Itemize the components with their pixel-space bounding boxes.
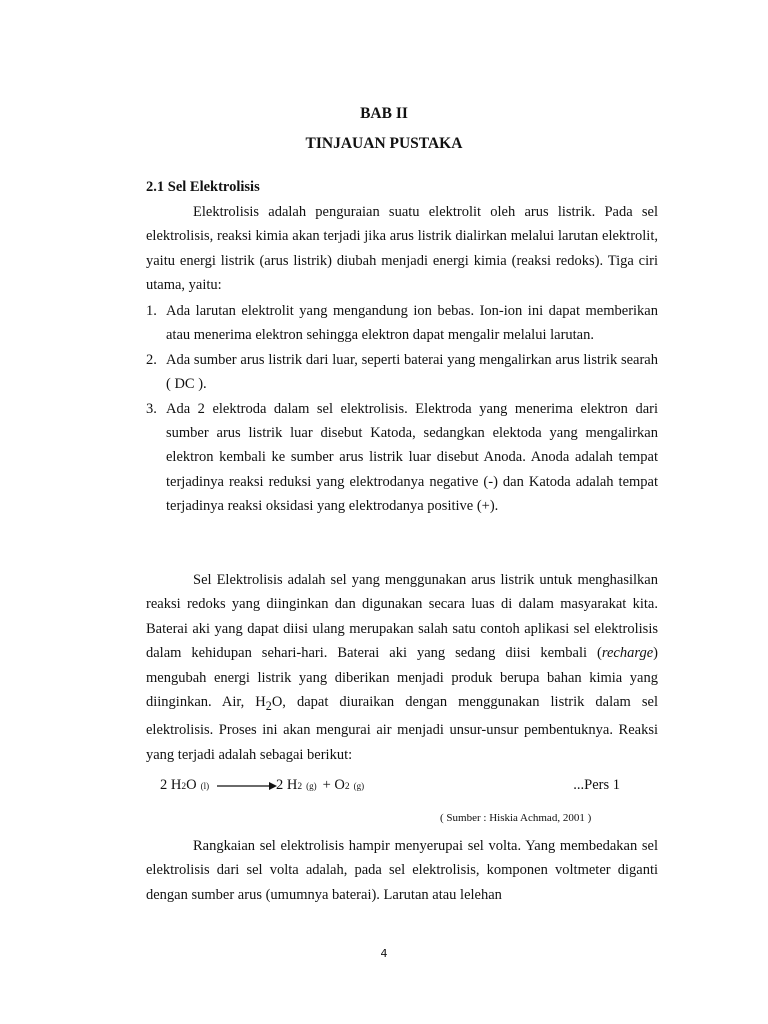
subscript: 2: [265, 698, 272, 713]
equation-number: ...Pers 1: [573, 777, 620, 793]
list-item: [146, 348, 658, 397]
state-label: (l): [200, 781, 210, 791]
state-label: (g): [353, 781, 365, 791]
section-heading: 2.1 Sel Elektrolisis: [146, 179, 260, 195]
italic-term: recharge: [601, 645, 654, 662]
paragraph-text: O, dapat diuraikan dengan menggunakan listrik dalam sel elektrolisis. Proses ini akan mengurai air menjadi unsur-unsur pembentuknya. Reaksi yang terjadi adalah sebagai berikut:: [146, 694, 658, 763]
equation-products: [276, 777, 364, 794]
equation-text: + O: [322, 777, 345, 793]
chapter-title: TINJAUAN PUSTAKA: [305, 135, 463, 152]
list-item-text: Ada 2 elektroda dalam sel elektrolisis. Elektroda yang menerima elektron dari sumber arus listrik luar disebut Katoda, sedangkan elektoda yang mengalirkan elektron kembali ke sumber arus listrik luar disebut Anoda. Anoda adalah tempat terjadinya reaksi reduksi yang elektrodanya negative (-) dan Katoda adalah tempat terjadinya reaksi oksidasi yang elektrodanya positive (+).: [166, 400, 658, 515]
equation-text: 2 H: [276, 777, 298, 793]
list-item-text: Ada larutan elektrolit yang mengandung ion bebas. Ion-ion ini dapat memberikan atau menerima elektron sehingga elektron dapat mengalir melalui larutan.: [166, 303, 658, 344]
characteristics-list: [146, 299, 658, 519]
reaction-arrow-icon: [217, 778, 277, 792]
subscript: 2: [181, 782, 187, 792]
chapter-number: BAB II: [360, 105, 408, 122]
paragraph-circuit: Rangkaian sel elektrolisis hampir menyerupai sel volta. Yang membedakan sel elektrolisis dari sel volta adalah, pada sel elektrolisis, komponen voltmeter diganti dengan sumber arus (umumnya baterai). Larutan atau lelehan: [146, 838, 658, 903]
list-item-text: Ada sumber arus listrik dari luar, seperti baterai yang mengalirkan arus listrik searah ( DC ).: [166, 351, 658, 393]
equation-text: O: [186, 777, 197, 793]
list-item: [146, 397, 658, 519]
paragraph-text: Sel Elektrolisis adalah sel yang menggunakan arus listrik untuk menghasilkan reaksi redoks yang diinginkan dan digunakan secara luas di dalam masyarakat kita. Baterai aki yang dapat diisi ulang merupakan salah satu contoh aplikasi sel elektrolisis dalam kehidupan sehari-hari. Baterai aki yang sedang diisi kembali (: [146, 572, 658, 662]
equation-reactant: [160, 777, 209, 794]
source-citation: ( Sumber : Hiskia Achmad, 2001 ): [440, 812, 592, 824]
state-label: (g): [306, 781, 317, 791]
subscript: 2: [344, 782, 350, 792]
list-marker: 2.: [146, 351, 157, 368]
list-item: [146, 299, 658, 348]
paragraph-intro: Elektrolisis adalah penguraian suatu elektrolit oleh arus listrik. Pada sel elektrolisis, reaksi kimia akan terjadi jika arus listrik dialirkan melalui larutan elektrolit, yaitu energi listrik (arus listrik) diubah menjadi energi kimia (reaksi redoks). Tiga ciri utama, yaitu:: [146, 204, 658, 294]
list-marker: 3.: [146, 400, 157, 417]
page-number: 4: [380, 947, 388, 960]
subscript: 2: [297, 782, 303, 792]
reaction-equation: [160, 777, 620, 799]
paragraph-text: ) mengubah energi listrik yang diberikan menjadi produk berupa bahan kimia yang diinginkan. Air, H: [146, 645, 658, 711]
equation-text: 2 H: [160, 777, 182, 793]
paragraph-electrolysis: [146, 568, 658, 767]
list-marker: 1.: [146, 303, 157, 319]
